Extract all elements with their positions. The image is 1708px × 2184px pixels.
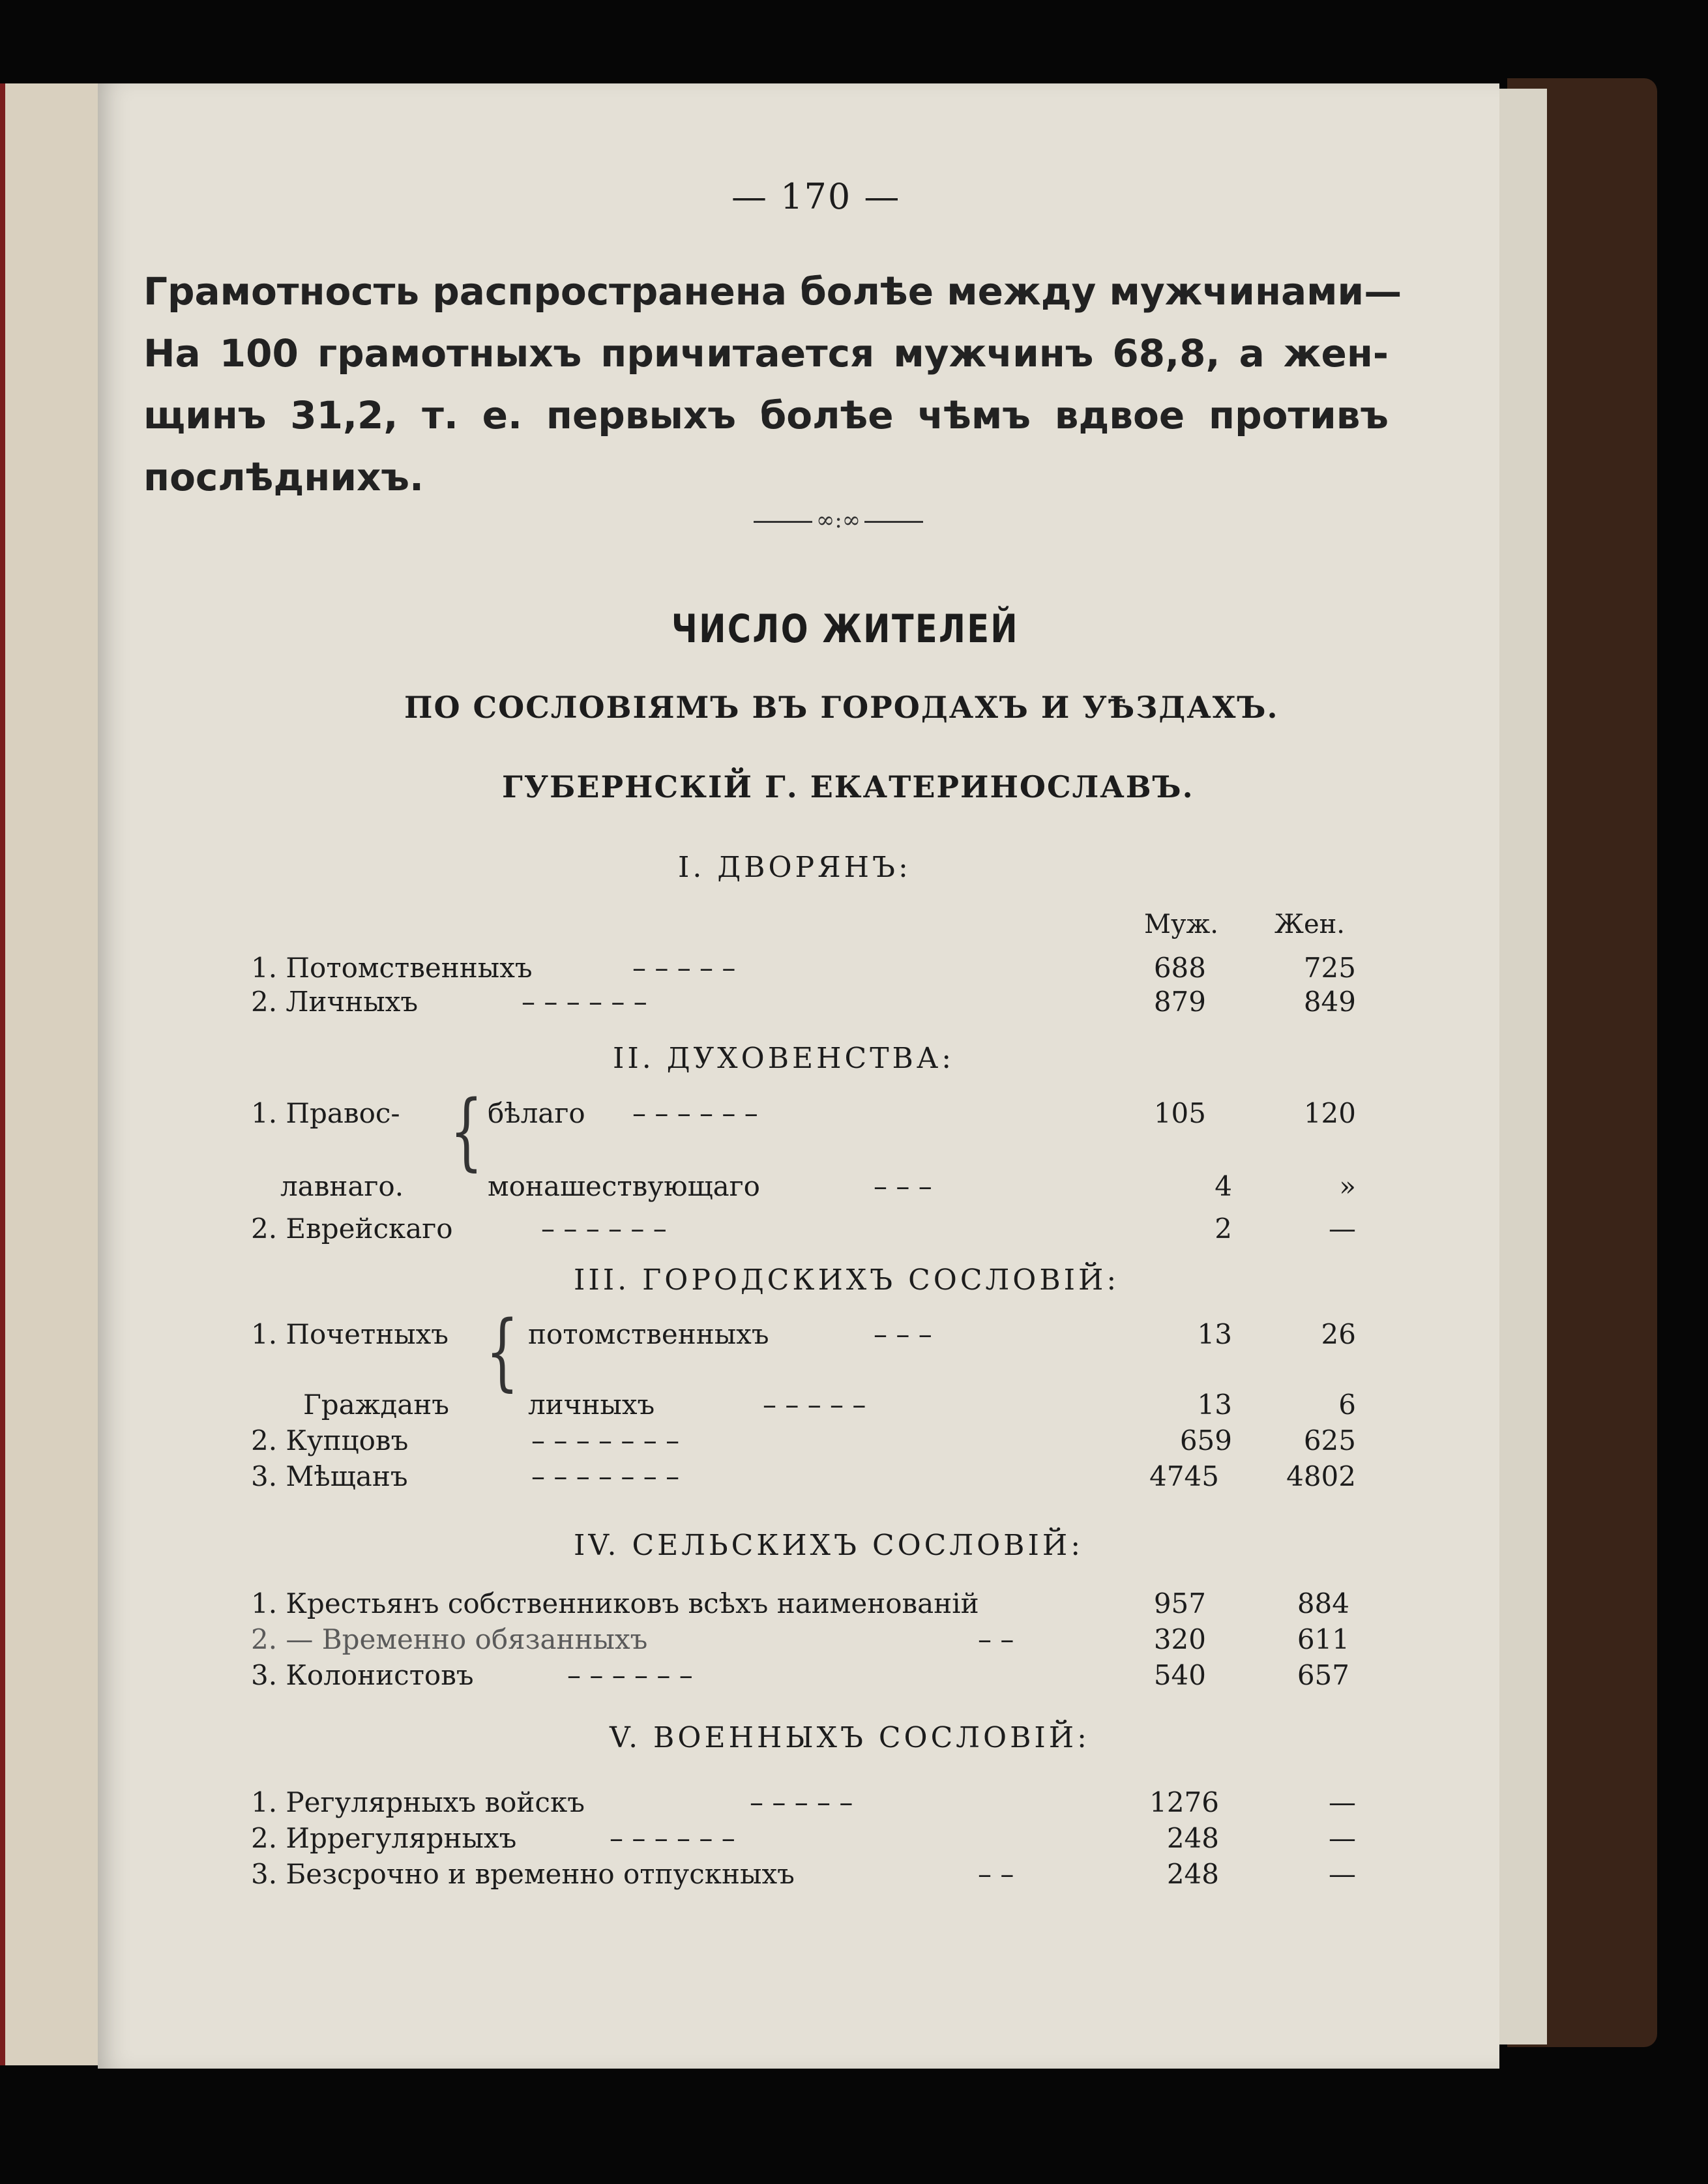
s2-group-label-bottom: лавнаго.: [280, 1170, 404, 1202]
column-female: Жен.: [1274, 909, 1345, 939]
s3-r1-label: потомственныхъ: [528, 1318, 769, 1350]
s5-r3-label: 3. Безсрочно и временно отпускныхъ: [251, 1858, 795, 1890]
s5-r3-female: —: [1329, 1858, 1356, 1890]
s2-r2-dashes: – – –: [874, 1170, 932, 1202]
s5-r2-female: —: [1329, 1822, 1356, 1854]
intro-paragraph: [143, 261, 1402, 509]
s4-r3-dashes: – – – – – –: [567, 1659, 693, 1691]
s4-r1-female: 884: [1297, 1587, 1349, 1619]
s5-r1-dashes: – – – – –: [750, 1786, 853, 1818]
s2-brace: {: [450, 1082, 483, 1180]
paragraph-line-2: На 100 грамотныхъ причитается мужчинъ 68,8, а жен-: [143, 331, 1389, 376]
s5-r2-dashes: – – – – – –: [610, 1822, 735, 1854]
s3-brace: {: [486, 1303, 519, 1400]
page-edges: [1493, 89, 1547, 2044]
section-1-title: I. ДВОРЯНЪ:: [678, 851, 911, 884]
s3-r3-male: 659: [1179, 1424, 1232, 1456]
section-5-title: V. ВОЕННЫХЪ СОСЛОВІЙ:: [610, 1721, 1090, 1754]
s2-r1-female: 120: [1303, 1097, 1356, 1129]
s1-row1-male: 688: [1153, 952, 1206, 984]
s3-r1-dashes: – – –: [874, 1318, 932, 1350]
s2-r1-dashes: – – – – – –: [632, 1097, 758, 1129]
s3-r2-dashes: – – – – –: [763, 1389, 866, 1421]
paragraph-line-4: послѣднихъ.: [143, 455, 424, 499]
s4-r3-female: 657: [1297, 1659, 1349, 1691]
s5-r2-male: 248: [1166, 1822, 1219, 1854]
s5-r2-label: 2. Иррегулярныхъ: [251, 1822, 517, 1854]
s5-r1-label: 1. Регулярныхъ войскъ: [251, 1786, 585, 1818]
s3-r2-female: 6: [1338, 1389, 1356, 1421]
s3-r4-label: 3. Мѣщанъ: [251, 1460, 408, 1492]
s3-r1-male: 13: [1197, 1318, 1232, 1350]
s3-r2-male: 13: [1197, 1389, 1232, 1421]
s4-r2-label: 2. — Временно обязанныхъ: [251, 1623, 648, 1655]
s4-r2-female: 611: [1297, 1623, 1349, 1655]
s1-row1-dashes: – – – – –: [632, 952, 736, 984]
s4-r1-label: 1. Крестьянъ собственниковъ всѣхъ наименованій: [251, 1587, 979, 1619]
s3-r3-female: 625: [1303, 1424, 1356, 1456]
s2-r3-dashes: – – – – – –: [541, 1213, 667, 1245]
s1-row2-male: 879: [1153, 986, 1206, 1018]
s2-r1-label: бѣлаго: [488, 1097, 585, 1129]
s2-r2-female: »: [1339, 1170, 1356, 1202]
s2-group-label-top: 1. Правос-: [251, 1097, 400, 1129]
s1-row2-label: 2. Личныхъ: [251, 986, 419, 1018]
column-male: Муж.: [1144, 909, 1219, 939]
s3-r3-label: 2. Купцовъ: [251, 1424, 409, 1456]
s2-r2-label: монашествующаго: [488, 1170, 760, 1202]
paragraph-line-3: щинъ 31,2, т. е. первыхъ болѣе чѣмъ вдвое противъ: [143, 393, 1389, 437]
left-page-edge: [0, 83, 103, 2065]
page-number: — 170 —: [731, 176, 901, 217]
s4-r2-male: 320: [1153, 1623, 1206, 1655]
ornament-divider: ∞:∞: [750, 507, 927, 533]
s3-r1-female: 26: [1321, 1318, 1356, 1350]
s3-r4-female: 4802: [1286, 1460, 1356, 1492]
s1-row1-female: 725: [1303, 952, 1356, 984]
s3-group-label-top: 1. Почетныхъ: [251, 1318, 449, 1350]
s2-r3-label: 2. Еврейскаго: [251, 1213, 453, 1245]
s4-r1-male: 957: [1153, 1587, 1206, 1619]
s2-r3-female: —: [1329, 1213, 1356, 1245]
s1-row1-label: 1. Потомственныхъ: [251, 952, 533, 984]
section-2-title: II. ДУХОВЕНСТВА:: [613, 1042, 955, 1075]
s3-group-label-bottom: Гражданъ: [303, 1389, 449, 1421]
s1-row2-female: 849: [1303, 986, 1356, 1018]
table-title: ЧИСЛО ЖИТЕЛЕЙ: [671, 606, 1020, 652]
s3-r4-dashes: – – – – – – –: [531, 1460, 680, 1492]
s2-r1-male: 105: [1153, 1097, 1206, 1129]
s2-r2-male: 4: [1215, 1170, 1232, 1202]
city-heading: ГУБЕРНСКІЙ Г. ЕКАТЕРИНОСЛАВЪ.: [502, 769, 1194, 804]
section-4-title: IV. СЕЛЬСКИХЪ СОСЛОВІЙ:: [574, 1529, 1084, 1562]
s3-r2-label: личныхъ: [528, 1389, 655, 1421]
table-subtitle: ПО СОСЛОВІЯМЪ ВЪ ГОРОДАХЪ И УѢЗДАХЪ.: [404, 690, 1279, 725]
s5-r3-male: 248: [1166, 1858, 1219, 1890]
s5-r1-female: —: [1329, 1786, 1356, 1818]
s5-r3-dashes: – –: [978, 1858, 1014, 1890]
s4-r3-male: 540: [1153, 1659, 1206, 1691]
s1-row2-dashes: – – – – – –: [522, 986, 647, 1018]
paragraph-line-1: Грамотность распространена болѣе между мужчинами—: [143, 269, 1402, 314]
s5-r1-male: 1276: [1149, 1786, 1219, 1818]
s3-r4-male: 4745: [1149, 1460, 1219, 1492]
section-3-title: III. ГОРОДСКИХЪ СОСЛОВІЙ:: [574, 1263, 1120, 1297]
s4-r2-dashes: – –: [978, 1623, 1014, 1655]
s2-r3-male: 2: [1215, 1213, 1232, 1245]
s3-r3-dashes: – – – – – – –: [531, 1424, 680, 1456]
s4-r3-label: 3. Колонистовъ: [251, 1659, 474, 1691]
